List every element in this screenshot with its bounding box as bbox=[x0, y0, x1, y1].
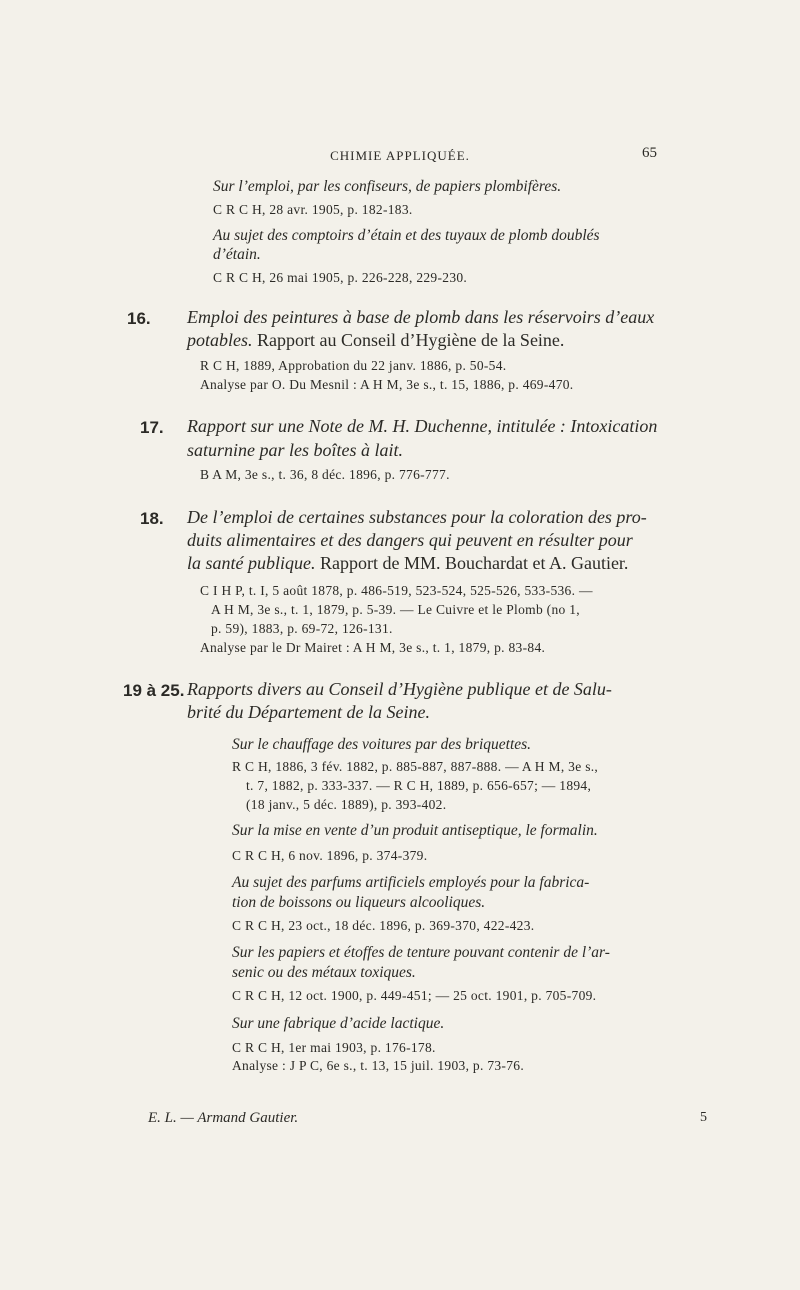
entry-ref: Analyse par O. Du Mesnil : A H M, 3e s., t. 15, 1886, p. 469-470. bbox=[200, 377, 574, 392]
entry-number: 16. bbox=[127, 309, 151, 328]
signature-mark: 5 bbox=[700, 1110, 707, 1125]
entry-ref: Analyse par le Dr Mairet : A H M, 3e s., t. 1, 1879, p. 83-84. bbox=[200, 640, 546, 655]
sub-ref: Analyse : J P C, 6e s., t. 13, 15 juil. 1903, p. 73-76. bbox=[232, 1058, 524, 1073]
sub-ref: C R C H, 6 nov. 1896, p. 374-379. bbox=[232, 848, 428, 863]
entry-ref: A H M, 3e s., t. 1, 1879, p. 5-39. — Le Cuivre et le Plomb (no 1, bbox=[211, 602, 580, 617]
entry-title: Rapport sur une Note de M. H. Duchenne, intitulée : Intoxication bbox=[187, 416, 658, 436]
sub-ref: R C H, 1886, 3 fév. 1882, p. 885-887, 887-888. — A H M, 3e s., bbox=[232, 759, 599, 774]
sub-ref: C R C H, 12 oct. 1900, p. 449-451; — 25 oct. 1901, p. 705-709. bbox=[232, 988, 597, 1003]
page-number: 65 bbox=[642, 145, 657, 161]
entry-title-cont: brité du Département de la Seine. bbox=[187, 702, 430, 722]
entry-title-cont: la santé publique. Rapport de MM. Bouchardat et A. Gautier. bbox=[187, 553, 629, 573]
entry-title: Emploi des peintures à base de plomb dans les réservoirs d’eaux bbox=[187, 307, 655, 327]
entry-title-cont: potables. Rapport au Conseil d’Hygiène de la Seine. bbox=[187, 330, 565, 350]
subtitle: Sur la mise en vente d’un produit antiseptique, le formalin. bbox=[232, 822, 598, 839]
pre-subtitle-1: Sur l’emploi, par les confiseurs, de papiers plombifères. bbox=[213, 178, 562, 195]
subtitle: Au sujet des parfums artificiels employés pour la fabrica- bbox=[232, 874, 590, 891]
subtitle: Sur le chauffage des voitures par des briquettes. bbox=[232, 736, 532, 753]
sub-ref: t. 7, 1882, p. 333-337. — R C H, 1889, p. 656-657; — 1894, bbox=[246, 778, 592, 793]
sub-ref: (18 janv., 5 déc. 1889), p. 393-402. bbox=[246, 797, 447, 812]
entry-ref: B A M, 3e s., t. 36, 8 déc. 1896, p. 776-777. bbox=[200, 467, 450, 482]
entry-ref: C I H P, t. I, 5 août 1878, p. 486-519, 523-524, 525-526, 533-536. — bbox=[200, 583, 593, 598]
footer-signature: E. L. — Armand Gautier. bbox=[148, 1110, 299, 1126]
subtitle-cont: senic ou des métaux toxiques. bbox=[232, 964, 416, 981]
entry-title: De l’emploi de certaines substances pour la coloration des pro- bbox=[187, 507, 647, 527]
entry-number: 17. bbox=[140, 418, 164, 437]
subtitle: Sur une fabrique d’acide lactique. bbox=[232, 1015, 445, 1032]
pre-subtitle-2a: Au sujet des comptoirs d’étain et des tuyaux de plomb doublés bbox=[213, 227, 600, 244]
sub-ref: C R C H, 23 oct., 18 déc. 1896, p. 369-370, 422-423. bbox=[232, 918, 535, 933]
entry-title-cont: duits alimentaires et des dangers qui peuvent en résulter pour bbox=[187, 530, 633, 550]
entry-ref: R C H, 1889, Approbation du 22 janv. 1886, p. 50-54. bbox=[200, 358, 507, 373]
running-header bbox=[0, 145, 800, 164]
running-title: CHIMIE APPLIQUÉE. bbox=[330, 148, 470, 163]
pre-ref-1: C R C H, 28 avr. 1905, p. 182-183. bbox=[213, 202, 413, 217]
sub-ref: C R C H, 1er mai 1903, p. 176-178. bbox=[232, 1040, 436, 1055]
entry-ref: p. 59), 1883, p. 69-72, 126-131. bbox=[211, 621, 393, 636]
pre-ref-2: C R C H, 26 mai 1905, p. 226-228, 229-230. bbox=[213, 270, 468, 285]
entry-number: 18. bbox=[140, 509, 164, 528]
subtitle: Sur les papiers et étoffes de tenture pouvant contenir de l’ar- bbox=[232, 944, 610, 961]
entry-title-cont: saturnine par les boîtes à lait. bbox=[187, 440, 403, 460]
entry-number: 19 à 25. bbox=[123, 681, 185, 700]
entry-title: Rapports divers au Conseil d’Hygiène publique et de Salu- bbox=[187, 679, 612, 699]
subtitle-cont: tion de boissons ou liqueurs alcooliques. bbox=[232, 894, 486, 911]
pre-subtitle-2b: d’étain. bbox=[213, 246, 261, 263]
